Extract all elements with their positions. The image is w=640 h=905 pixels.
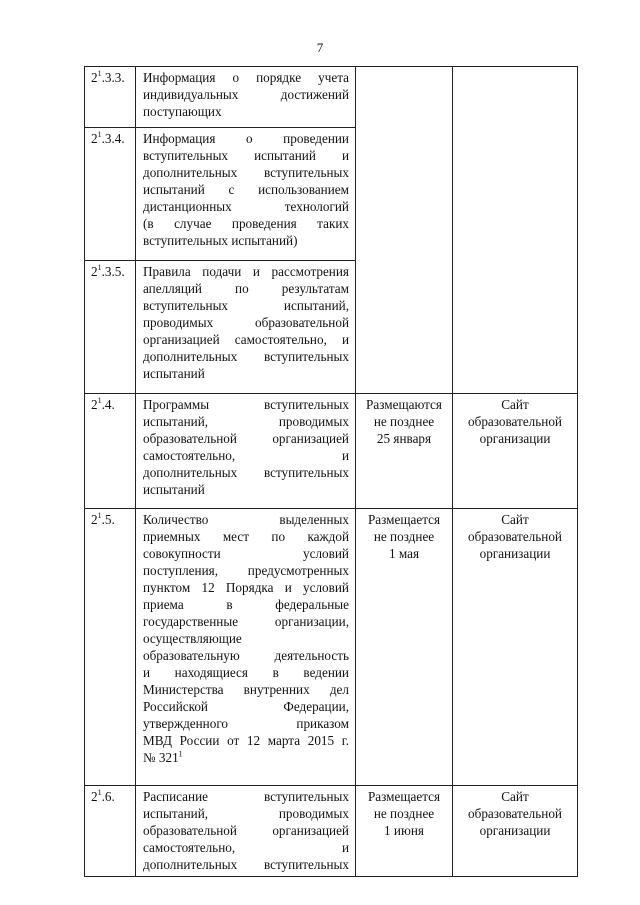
item-number-superscript: 1 bbox=[97, 787, 102, 797]
description-line: Количество выделенных bbox=[143, 512, 349, 527]
description-line: Министерства внутренних дел bbox=[143, 682, 349, 697]
description-line: испытаний, проводимых bbox=[143, 414, 349, 429]
description-line: поступающих bbox=[143, 104, 222, 119]
admission-info-table bbox=[84, 66, 578, 877]
placement-line: организации bbox=[479, 823, 551, 838]
description-line: Правила подачи и рассмотрения bbox=[143, 264, 349, 279]
placement-cell bbox=[453, 786, 578, 877]
deadline-line: Размещается bbox=[367, 789, 441, 804]
description-line: дистанционных технологий bbox=[143, 199, 349, 214]
item-description-cell bbox=[136, 394, 356, 509]
placement-line: образовательной bbox=[468, 529, 562, 544]
deadline-line: 25 января bbox=[376, 431, 432, 446]
description-line bbox=[143, 749, 349, 766]
description-line-text: № 321 bbox=[143, 750, 179, 765]
deadline-cell bbox=[356, 509, 453, 786]
item-description-cell bbox=[136, 67, 356, 128]
placement-cell bbox=[453, 394, 578, 509]
description-line: МВД России от 12 марта 2015 г. bbox=[143, 733, 349, 748]
item-number-main: 2 bbox=[91, 789, 98, 804]
item-description-cell bbox=[136, 786, 356, 877]
description-line: (в случае проведения таких bbox=[143, 216, 349, 231]
description-line: приема в федеральные bbox=[143, 597, 349, 612]
item-number-rest: .4. bbox=[101, 397, 115, 412]
item-number-main: 2 bbox=[91, 512, 98, 527]
description-line: испытаний, проводимых bbox=[143, 806, 349, 821]
item-number-rest: .3.5. bbox=[101, 264, 125, 279]
description-line: образовательной организацией bbox=[143, 431, 349, 446]
table-row bbox=[85, 786, 578, 877]
description-line: дополнительных вступительных bbox=[143, 857, 349, 872]
description-line: вступительных испытаний) bbox=[143, 233, 298, 248]
item-description-cell bbox=[136, 509, 356, 786]
description-line: испытаний с использованием bbox=[143, 182, 349, 197]
deadline-line: 1 мая bbox=[388, 546, 420, 561]
item-number-superscript: 1 bbox=[97, 395, 102, 405]
description-line: дополнительных вступительных bbox=[143, 465, 349, 480]
placement-line: Сайт bbox=[501, 397, 529, 412]
item-number-rest: .5. bbox=[101, 512, 115, 527]
placement-line: Сайт bbox=[501, 789, 529, 804]
footnote-marker: 1 bbox=[178, 749, 183, 759]
description-line: дополнительных вступительных bbox=[143, 165, 349, 180]
description-line: Программы вступительных bbox=[143, 397, 349, 412]
deadline-cell bbox=[356, 786, 453, 877]
description-line: Информация о порядке учета bbox=[143, 70, 349, 85]
description-line: самостоятельно, и bbox=[143, 448, 349, 463]
item-description-cell bbox=[136, 128, 356, 261]
description-line: дополнительных вступительных bbox=[143, 349, 349, 364]
description-line: Информация о проведении bbox=[143, 131, 349, 146]
item-number-main: 2 bbox=[91, 131, 98, 146]
item-number-main: 2 bbox=[91, 397, 98, 412]
item-number-rest: .3.3. bbox=[101, 70, 125, 85]
item-number-superscript: 1 bbox=[97, 262, 102, 272]
item-number-superscript: 1 bbox=[97, 510, 102, 520]
description-line: утвержденного приказом bbox=[143, 716, 349, 731]
description-line: испытаний bbox=[143, 482, 205, 497]
description-line: государственные организации, bbox=[143, 614, 349, 629]
deadline-line: не позднее bbox=[373, 529, 435, 544]
description-line: вступительных испытаний, bbox=[143, 298, 349, 313]
item-number-cell bbox=[85, 394, 136, 509]
description-line: проводимых образовательной bbox=[143, 315, 349, 330]
placement-line: образовательной bbox=[468, 806, 562, 821]
description-line: испытаний bbox=[143, 366, 205, 381]
description-line: организацией самостоятельно, и bbox=[143, 332, 349, 347]
description-line: совокупности условий bbox=[143, 546, 349, 561]
description-line: вступительных испытаний и bbox=[143, 148, 349, 163]
item-description-cell bbox=[136, 261, 356, 394]
description-line: образовательную деятельность bbox=[143, 648, 349, 663]
item-number-rest: .6. bbox=[101, 789, 115, 804]
placement-line: Сайт bbox=[501, 512, 529, 527]
description-line: самостоятельно, и bbox=[143, 840, 349, 855]
item-number-cell bbox=[85, 128, 136, 261]
page-number: 7 bbox=[316, 40, 324, 55]
item-number-rest: .3.4. bbox=[101, 131, 125, 146]
description-line: Расписание вступительных bbox=[143, 789, 349, 804]
deadline-line: Размещаются bbox=[366, 397, 442, 412]
description-line: поступления, предусмотренных bbox=[143, 563, 349, 578]
item-number-main: 2 bbox=[91, 264, 98, 279]
description-line: пунктом 12 Порядка и условий bbox=[143, 580, 349, 595]
description-line: и находящиеся в ведении bbox=[143, 665, 349, 680]
description-line: приемных мест по каждой bbox=[143, 529, 349, 544]
placement-line: организации bbox=[479, 546, 551, 561]
item-number-cell bbox=[85, 261, 136, 394]
description-line: апелляций по результатам bbox=[143, 281, 349, 296]
item-number-cell bbox=[85, 67, 136, 128]
placement-line: организации bbox=[479, 431, 551, 446]
deadline-line: Размещается bbox=[367, 512, 441, 527]
table-row bbox=[85, 394, 578, 509]
table-row bbox=[85, 509, 578, 786]
item-number-superscript: 1 bbox=[97, 68, 102, 78]
item-number-superscript: 1 bbox=[97, 129, 102, 139]
placement-cell bbox=[453, 67, 578, 394]
deadline-cell bbox=[356, 394, 453, 509]
deadline-cell bbox=[356, 67, 453, 394]
deadline-line: не позднее bbox=[373, 414, 435, 429]
deadline-line: 1 июня bbox=[384, 823, 424, 838]
deadline-line: не позднее bbox=[373, 806, 435, 821]
item-number-cell bbox=[85, 786, 136, 877]
placement-cell bbox=[453, 509, 578, 786]
description-line: осуществляющие bbox=[143, 631, 242, 646]
description-line: Российской Федерации, bbox=[143, 699, 349, 714]
table-row bbox=[85, 67, 578, 128]
description-line: индивидуальных достижений bbox=[143, 87, 349, 102]
item-number-cell bbox=[85, 509, 136, 786]
item-number-main: 2 bbox=[91, 70, 98, 85]
description-line: образовательной организацией bbox=[143, 823, 349, 838]
placement-line: образовательной bbox=[468, 414, 562, 429]
